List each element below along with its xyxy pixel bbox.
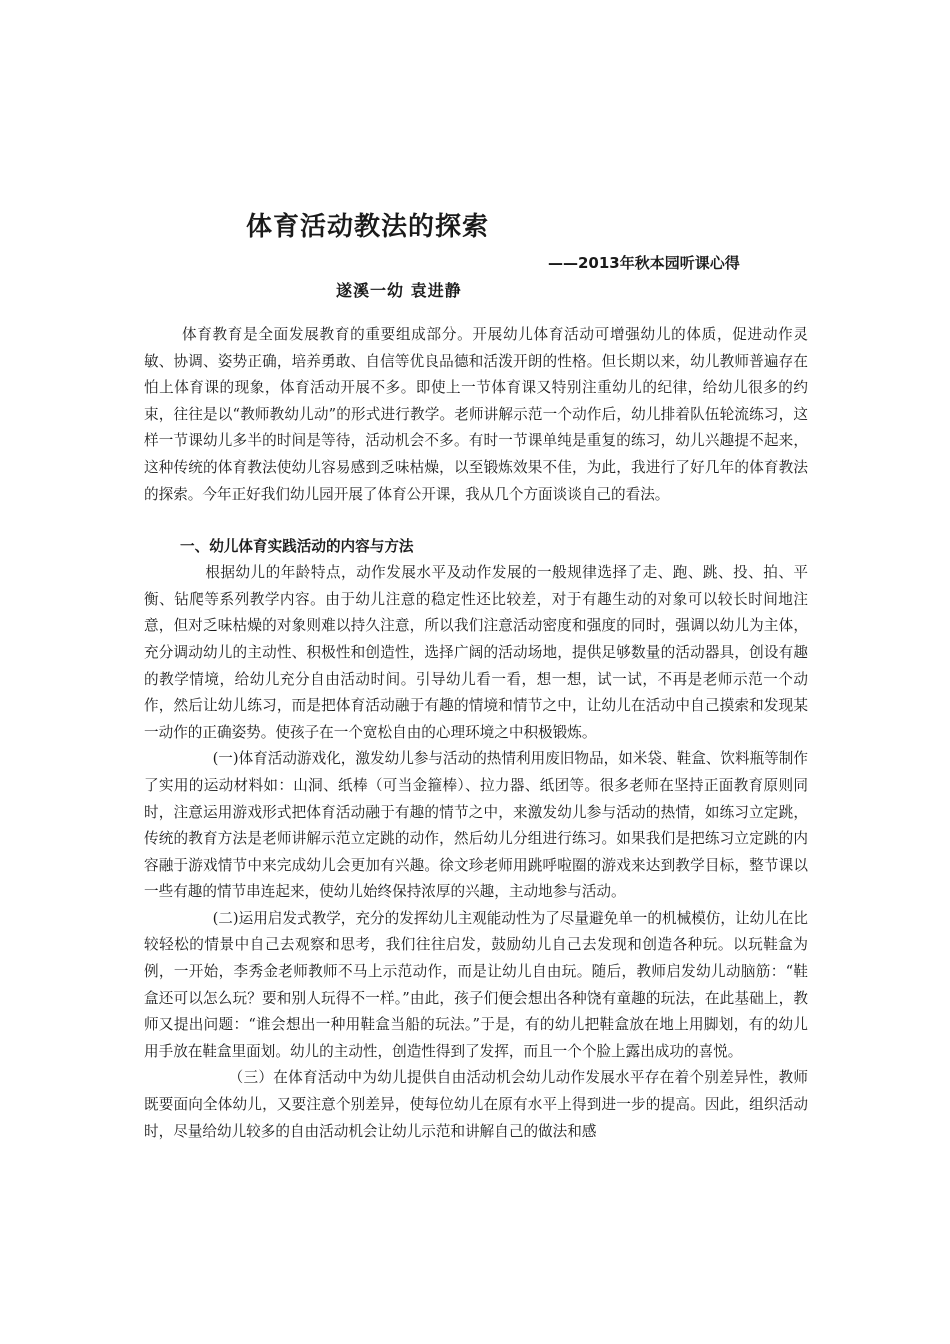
document-subtitle: ——2013年秋本园听课心得 — [548, 254, 740, 272]
document-author: 遂溪一幼 袁进静 — [336, 281, 462, 300]
document-body — [144, 322, 808, 1145]
document-title: 体育活动教法的探索 — [246, 212, 490, 242]
intro-paragraph: 体育教育是全面发展教育的重要组成部分。开展幼儿体育活动可增强幼儿的体质，促进动作灵敏、协调、姿势正确，培养勇敢、自信等优良品德和活泼开朗的性格。但长期以来，幼儿教师普遍存在怕上体育课的现象，体育活动开展不多。即使上一节体育课又特别注重幼儿的纪律，给幼儿很多的约束，往往是以“教师教幼儿动”的形式进行教学。老师讲解示范一个动作后，幼儿排着队伍轮流练习，这样一节课幼儿多半的时间是等待，活动机会不多。有时一节课单纯是重复的练习，幼儿兴趣提不起来，这种传统的体育教法使幼儿容易感到乏味枯燥，以至锻炼效果不佳，为此，我进行了好几年的体育教法的探索。今年正好我们幼儿园开展了体育公开课，我从几个方面谈谈自己的看法。 — [144, 326, 808, 503]
section-paragraph: 根据幼儿的年龄特点，动作发展水平及动作发展的一般规律选择了走、跑、跳、投、拍、平衡、钻爬等系列教学内容。由于幼儿注意的稳定性还比较差，对于有趣生动的对象可以较长时间地注意，但对乏味枯燥的对象则难以持久注意，所以我们注意活动密度和强度的同时，强调以幼儿为主体，充分调动幼儿的主动性、积极性和创造性，选择广阔的活动场地，提供足够数量的活动器具，创设有趣的教学情境，给幼儿充分自由活动时间。引导幼儿看一看，想一想，试一试，不再是老师示范一个动作，然后让幼儿练习，而是把体育活动融于有趣的情境和情节之中，让幼儿在活动中自己摸索和发现某一动作的正确姿势。使孩子在一个宽松自由的心理环境之中积极锻炼。 — [144, 564, 808, 741]
point-paragraph-1: (一)体育活动游戏化，激发幼儿参与活动的热情利用废旧物品，如米袋、鞋盒、饮料瓶等制作了实用的运动材料如：山洞、纸棒（可当金箍棒）、拉力器、纸团等。很多老师在坚持正面教育原则同时，注意运用游戏形式把体育活动融于有趣的情节之中，来激发幼儿参与活动的热情，如练习立定跳，传统的教育方法是老师讲解示范立定跳的动作，然后幼儿分组进行练习。如果我们是把练习立定跳的内容融于游戏情节中来完成幼儿会更加有兴趣。徐文珍老师用跳呼啦圈的游戏来达到教学目标，整节课以一些有趣的情节串连起来，使幼儿始终保持浓厚的兴趣，主动地参与活动。 — [144, 750, 808, 901]
section-heading: 一、幼儿体育实践活动的内容与方法 — [180, 538, 414, 556]
point-paragraph-3: （三）在体育活动中为幼儿提供自由活动机会幼儿动作发展水平存在着个别差异性，教师既要面向全体幼儿，又要注意个别差异，使每位幼儿在原有水平上得到进一步的提高。因此，组织活动时，尽量给幼儿较多的自由活动机会让幼儿示范和讲解自己的做法和感 — [144, 1069, 808, 1140]
point-paragraph-2: (二)运用启发式教学，充分的发挥幼儿主观能动性为了尽量避免单一的机械模仿，让幼儿在比较轻松的情景中自己去观察和思考，我们往往启发，鼓励幼儿自己去发现和创造各种玩。以玩鞋盒为例，一开始，李秀金老师教师不马上示范动作，而是让幼儿自由玩。随后，教师启发幼儿动脑筋：“鞋盒还可以怎么玩？要和别人玩得不一样。”由此，孩子们便会想出各种饶有童趣的玩法，在此基础上，教师又提出问题：“谁会想出一种用鞋盒当船的玩法。”于是，有的幼儿把鞋盒放在地上用脚划，有的幼儿用手放在鞋盒里面划。幼儿的主动性，创造性得到了发挥，而且一个个脸上露出成功的喜悦。 — [144, 909, 808, 1060]
